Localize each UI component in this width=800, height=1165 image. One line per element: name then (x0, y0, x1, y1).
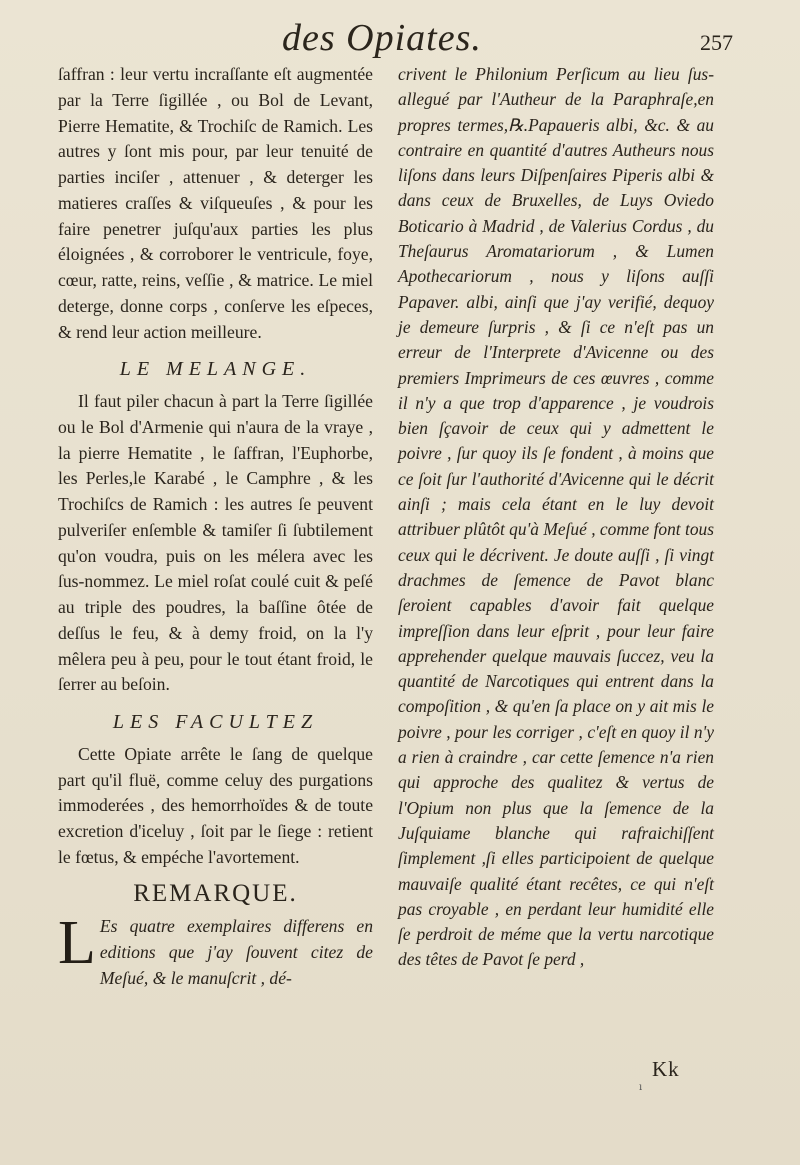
page-number: 257 (700, 30, 733, 55)
right-column (398, 62, 714, 973)
paragraph-facultez: Cette Opiate arrête le ſang de quelque part qu'il fluë, comme celuy des purgations immoderées , des hemorrhoïdes & de toute excretion d'iceluy , ſoit par le ſiege : retient le fœtus, & empéche l'avortement. (58, 743, 373, 867)
heading-remarque: REMARQUE. (133, 879, 298, 907)
paragraph-right-column: crivent le Philonium Perſicum au lieu ſus-allegué par l'Autheur de la Paraphraſe,en propres termes,℞.Papaueris albi, &c. & au contraire en quantité d'autres Autheurs nous liſons dans leurs Diſpenſaires Piperis albi & dans ceux de Bruxelles, de Luys Oviedo Boticario à Madrid , de Valerius Cordus , du Theſaurus Aromatariorum , & Lumen Apothecariorum , nous y liſons auſſi Papaver. albi, ainſi que j'ay verifié, dequoy je demeure ſurpris , & ſi ce n'eſt pas un erreur de l'Interprete d'Avicenne ou des premiers Imprimeurs de ces œuvres , comme il n'y a que trop d'apparence , je voudrois bien ſçavoir de ceux qui y admettent le poivre , ſur quoy ils ſe fondent , à moins que ce ſoit ſur l'authorité d'Avicenne qui le décrit ainſi ; mais cela étant en le luy devoit attribuer plûtôt qu'à Meſué , comme font tous ceux qui le décrivent. Je doute auſſi , ſi vingt drachmes de ſemence de Pavot blanc ſeroient capables d'avoir fait quelque impreſſion dans leur eſprit , pour leur faire apprehender quelque mauvais ſuccez, veu la quantité de Narcotiques qui entrent dans la compoſition , & qu'en ſa place on y ait mis le poivre , pour les corriger , c'eſt en quoy il n'y a rien à craindre , car cette ſemence n'a rien qui approche des qualitez & vertus de l'Opium non plus que la ſemence de la Juſquiame blanche qui rafraichiſſent ſimplement ,ſi elles participoient de quelque mauvaiſe qualité étant recêtes, ce qui n'eſt pas croyable , en perdant leur humidité elle ſe perdroit de méme que la vertu narcotique des têtes de Pavot ſe perd , (398, 64, 714, 970)
footer-mark: ı (639, 1082, 643, 1093)
heading-facultez: LES FACULTEZ (112, 711, 319, 733)
remarque-text: Es quatre exemplaires differens en editions que j'ay ſouvent citez de Meſué, & le manuſcrit , dé- (99, 916, 373, 988)
left-column (58, 62, 373, 992)
paragraph-melange: Il faut piler chacun à part la Terre ſigillée ou le Bol d'Armenie qui n'aura de la vraye , la pierre Hematite , le ſaffran, l'Euphorbe, les Perles,le Karabé , le Camphre , & les Trochiſcs de Ramich : les autres ſe peuvent pulveriſer enſemble & tamiſer ſi ſubtilement qu'on voudra, puis on les mélera avec les ſus-nommez. Le miel roſat coulé cuit & peſé au triple des poudres, la baſſine ôtée de deſſus le feu, & à demy froid, on la l'y mêlera peu à peu, pour le tout étant froid, le ſerrer au beſoin. (58, 391, 373, 695)
drop-cap: L (58, 909, 96, 978)
page-header (0, 12, 800, 62)
signature-mark: Kk (652, 1057, 680, 1081)
paragraph-remarque (58, 909, 373, 991)
paragraph-ingredients: ſaffran : leur vertu incraſſante eſt augmentée par la Terre ſigillée , ou Bol de Levant, Pierre Hematite, & Trochiſc de Ramich. Les autres y ſont mis pour, par leur tenuité de parties inciſer , attenuer , & deterger les matieres craſſes & viſqueuſes , & pour les faire penetrer juſqu'aux parties les plus éloignées , & corroborer le ventricule, foye, cœur, ratte, reins, veſſie , & matrice. Le miel deterge, donne corps , conſerve les eſpeces, & rend leur action meilleure. (58, 64, 373, 342)
running-title: des Opiates. (282, 17, 482, 59)
heading-melange: LE MELANGE. (119, 358, 312, 381)
